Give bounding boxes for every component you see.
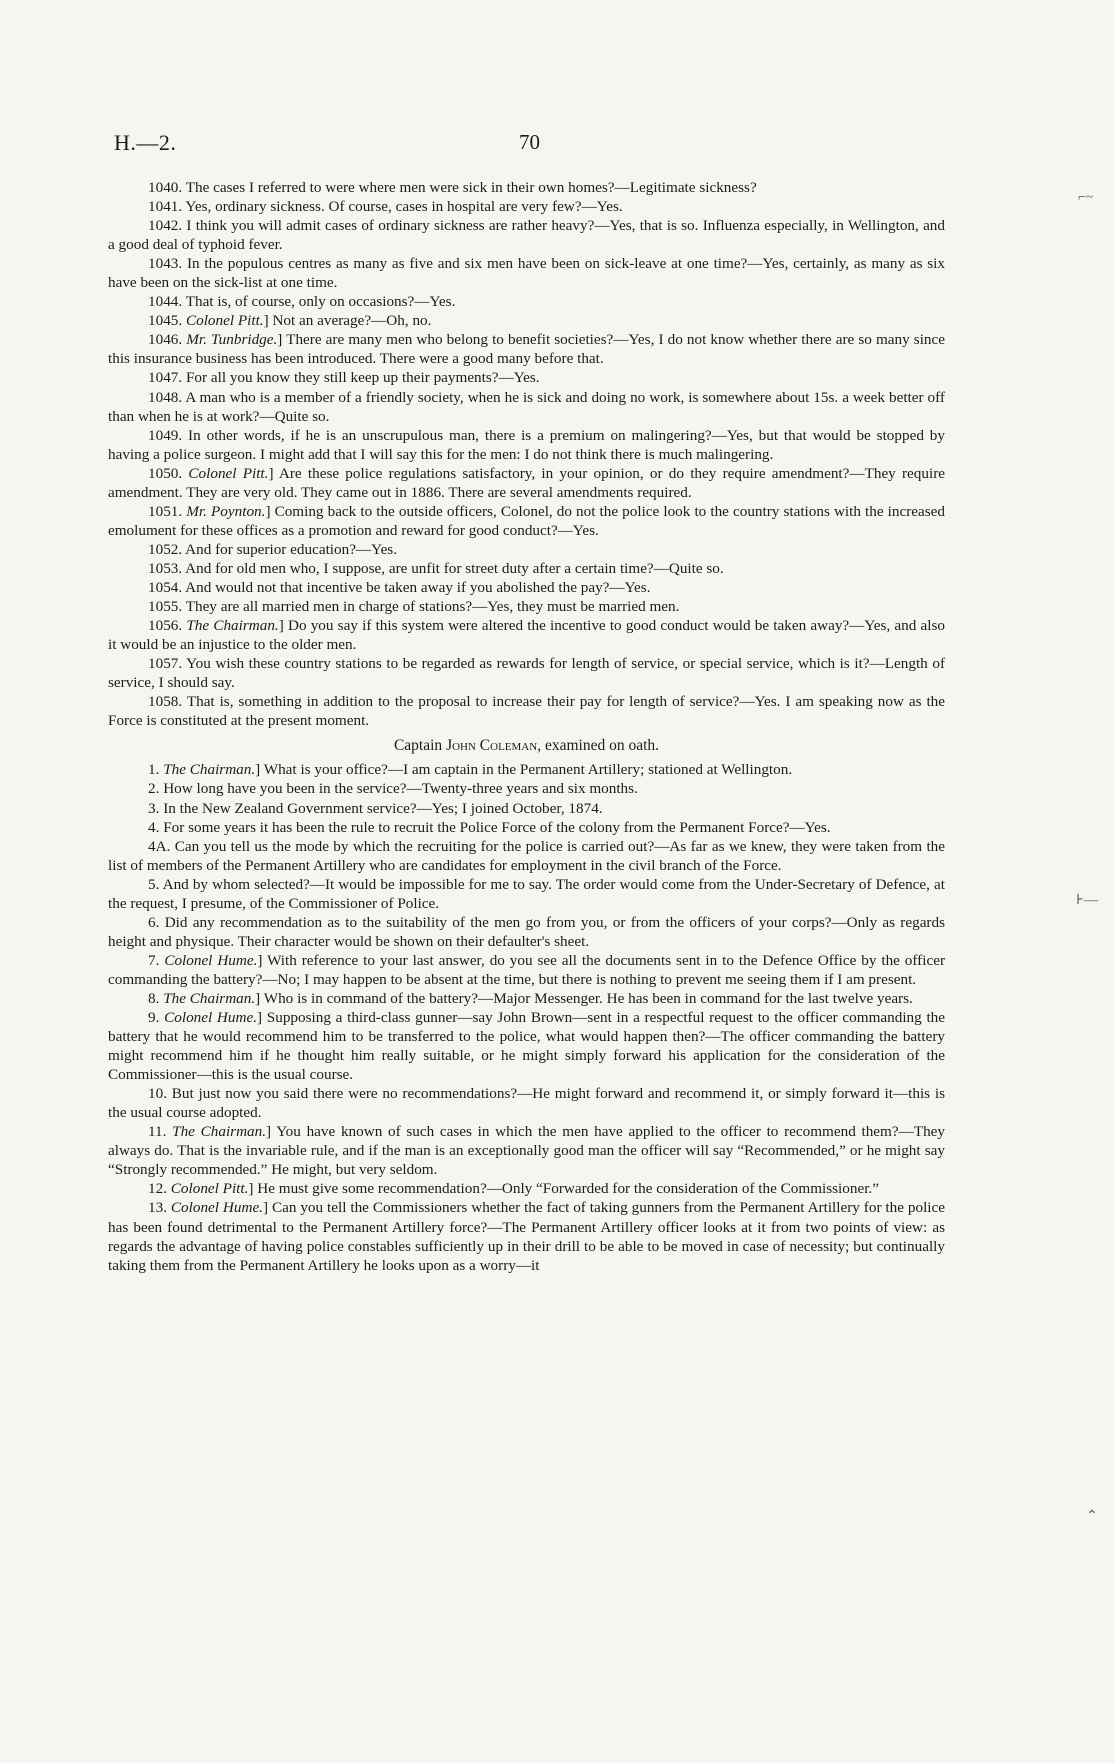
paragraph-text: 1053. And for old men who, I suppose, are unfit for street duty after a certain time?—Quite so. (148, 559, 724, 577)
paragraph-text: 4A. Can you tell us the mode by which the recruiting for the police is carried out?—As far as we knew, they were taken from the list of members of the Permanent Artillery who are candidates for employment in the civil branch of the Force. (108, 837, 945, 874)
document-reference: H.—2. (114, 130, 177, 155)
evidence-paragraph (108, 426, 945, 464)
evidence-paragraph (108, 654, 945, 692)
evidence-paragraph (108, 616, 945, 654)
paragraph-text: ] What is your office?—I am captain in the Permanent Artillery; stationed at Wellington. (255, 761, 793, 779)
speaker-name: Colonel Hume. (164, 951, 258, 969)
paragraph-text: 1051. (148, 502, 187, 520)
evidence-block-2 (108, 760, 945, 1274)
evidence-paragraph (108, 692, 945, 730)
evidence-paragraph (108, 197, 945, 216)
paragraph-text: 1046. (148, 331, 187, 349)
paragraph-text: 9. (148, 1009, 165, 1027)
evidence-paragraph (108, 799, 945, 818)
paragraph-text: 1052. And for superior education?—Yes. (148, 540, 398, 558)
evidence-paragraph (108, 578, 945, 597)
evidence-block-1 (108, 178, 945, 730)
paragraph-text: ] He must give some recommendation?—Only “Forwarded for the consideration of the Commissioner.” (248, 1180, 879, 1198)
paragraph-text: ] Can you tell the Commissioners whether the fact of taking gunners from the Permanent Artillery for the police has been found detrimental to the Permanent Artillery force?—The Permanent Artillery officer looks at it from two points of view: as regards the advantage of having police constables sufficiently up in their drill to be able to be moved in case of necessity; but continually taking them from the Permanent Artillery he looks upon as a worry—it (108, 1199, 945, 1274)
paragraph-text: 1048. A man who is a member of a friendly society, when he is sick and doing no work, is somewhere about 15s. a week better off than when he is at work?—Quite so. (108, 388, 945, 425)
evidence-paragraph (108, 216, 945, 254)
paragraph-text: 10. But just now you said there were no recommendations?—He might forward and recommend it, or simply forward it—this is the usual course adopted. (108, 1085, 945, 1122)
evidence-paragraph (108, 559, 945, 578)
evidence-paragraph (108, 540, 945, 559)
paragraph-text: 3. In the New Zealand Government service?—Yes; I joined October, 1874. (148, 799, 603, 817)
evidence-paragraph (108, 1179, 945, 1198)
paragraph-text: 1044. That is, of course, only on occasions?—Yes. (148, 293, 456, 311)
paragraph-text: ] Supposing a third-class gunner—say John Brown—sent in a respectful request to the officer commanding the battery that he would recommend him to be transferred to the police, what would happen then?—The officer commanding the battery might recommend him if he thought him really suitable, or he might simply forward his application for the consideration of the Commissioner—this is the usual course. (108, 1009, 946, 1084)
speaker-name: Mr. Tunbridge. (186, 331, 278, 349)
speaker-name: The Chairman. (186, 617, 279, 635)
evidence-paragraph (108, 779, 945, 798)
evidence-paragraph (108, 330, 945, 368)
speaker-name: The Chairman. (163, 761, 256, 779)
paragraph-text: 1042. I think you will admit cases of ordinary sickness are rather heavy?—Yes, that is so. Influenza especially, in Wellington, and a good deal of typhoid fever. (108, 217, 945, 254)
paragraph-text: ] Do you say if this system were altered the incentive to good conduct would be taken away?—Yes, and also it would be an injustice to the older men. (108, 617, 946, 654)
witness-heading: Captain John Coleman, examined on oath. (393, 737, 660, 755)
evidence-paragraph (108, 292, 945, 311)
evidence-paragraph (108, 837, 945, 875)
speaker-name: Colonel Hume. (170, 1199, 263, 1217)
evidence-paragraph (108, 818, 945, 837)
evidence-paragraph (108, 760, 945, 779)
paragraph-text: ] With reference to your last answer, do you see all the documents sent in to the Defence Office by the officer commanding the battery?—No; I may happen to be absent at the time, but there is nothing to prevent me seeing them if I am present. (108, 951, 946, 988)
paragraph-text: 1041. Yes, ordinary sickness. Of course, cases in hospital are very few?—Yes. (148, 198, 623, 216)
evidence-paragraph (108, 875, 945, 913)
paragraph-text: 8. (148, 989, 164, 1007)
paragraph-text: 13. (148, 1199, 171, 1217)
evidence-paragraph (108, 388, 945, 426)
evidence-paragraph (108, 502, 945, 540)
speaker-name: Colonel Hume. (164, 1009, 258, 1027)
paragraph-text: 1050. (148, 464, 189, 482)
margin-mark: ⊦— (1076, 893, 1098, 908)
evidence-paragraph (108, 178, 945, 197)
evidence-paragraph (108, 951, 945, 989)
paragraph-text: 1043. In the populous centres as many as five and six men have been on sick-leave at one time?—Yes, certainly, as many as six have been on the sick-list at one time. (108, 255, 945, 292)
margin-mark: ⌐~ (1078, 190, 1094, 205)
paragraph-text: 1040. The cases I referred to were where men were sick in their own homes?—Legitimate sickness? (148, 179, 757, 196)
evidence-paragraph (108, 311, 945, 330)
speaker-name: Mr. Poynton. (186, 502, 266, 520)
paragraph-text: 1056. (148, 617, 187, 635)
paragraph-text: 1047. For all you know they still keep up their payments?—Yes. (148, 369, 540, 387)
speaker-name: The Chairman. (172, 1123, 267, 1141)
speaker-name: Colonel Pitt. (188, 464, 269, 482)
witness-name: John Coleman (446, 737, 538, 755)
document-body (108, 178, 945, 1275)
paragraph-text: 11. (148, 1123, 173, 1141)
paragraph-text: 1058. That is, something in addition to the proposal to increase their pay for length of service?—Yes. I am speaking now as the Force is constituted at the present moment. (108, 693, 945, 730)
evidence-paragraph (108, 368, 945, 387)
evidence-paragraph (108, 1198, 945, 1274)
paragraph-text: ] You have known of such cases in which the men have applied to the officer to recommend them?—They always do. That is the invariable rule, and if the man is an exceptionally good man the officer will say “Recommended,” or he might say “Strongly recommended.” He might, but very seldom. (108, 1123, 945, 1179)
paragraph-text: 7. (148, 951, 165, 969)
paragraph-text: ] Coming back to the outside officers, Colonel, do not the police look to the country stations with the increased emolument for these offices as a promotion and reward for good conduct?—Yes. (108, 502, 945, 539)
speaker-name: Colonel Pitt. (185, 312, 264, 330)
paragraph-text: 1049. In other words, if he is an unscrupulous man, there is a premium on malingering?—Yes, but that would be stopped by having a police surgeon. I might add that I will say this for the men: I do not think there is much malingering. (108, 426, 945, 463)
paragraph-text: 1045. (148, 312, 186, 330)
speaker-name: The Chairman. (163, 989, 256, 1007)
evidence-paragraph (108, 1122, 945, 1179)
paragraph-text: 1055. They are all married men in charge of stations?—Yes, they must be married men. (148, 598, 680, 616)
paragraph-text: 1054. And would not that incentive be taken away if you abolished the pay?—Yes. (148, 578, 651, 596)
paragraph-text: 1057. You wish these country stations to be regarded as rewards for length of service, or special service, which is it?—Length of service, I should say. (108, 655, 945, 692)
paragraph-text: 12. (148, 1180, 171, 1198)
paragraph-text: 4. For some years it has been the rule to recruit the Police Force of the colony from the Permanent Force?—Yes. (148, 818, 831, 836)
evidence-paragraph (108, 913, 945, 951)
paragraph-text: 2. How long have you been in the service?—Twenty-three years and six months. (148, 780, 638, 798)
page-header (114, 130, 944, 160)
evidence-paragraph (108, 254, 945, 292)
evidence-paragraph (108, 989, 945, 1008)
paragraph-text: ] Are these police regulations satisfactory, in your opinion, or do they require amendment?—They require amendment. They are very old. They came out in 1886. There are several amendments required. (108, 464, 946, 501)
paragraph-text: 5. And by whom selected?—It would be impossible for me to say. The order would come from the Under-Secretary of Defence, at the request, I presume, of the Commissioner of Police. (108, 875, 945, 912)
evidence-paragraph (108, 464, 945, 502)
speaker-name: Colonel Pitt. (170, 1180, 249, 1198)
paragraph-text: 1. (148, 761, 164, 779)
page-number: 70 (519, 130, 540, 154)
evidence-paragraph (108, 1084, 945, 1122)
evidence-paragraph (108, 597, 945, 616)
paragraph-text: ] Who is in command of the battery?—Major Messenger. He has been in command for the last twelve years. (255, 989, 913, 1007)
paragraph-text: ] Not an average?—Oh, no. (263, 312, 432, 330)
paragraph-text: ] There are many men who belong to benefit societies?—Yes, I do not know whether there are so many since this insurance business has been introduced. There were a good many before that. (108, 331, 946, 368)
paragraph-text: 6. Did any recommendation as to the suitability of the men go from you, or from the officers of your corps?—Only as regards height and physique. Their character would be shown on their defaulter's sheet. (108, 913, 945, 950)
margin-mark: ⌃ (1086, 1509, 1098, 1524)
evidence-paragraph (108, 1008, 945, 1084)
